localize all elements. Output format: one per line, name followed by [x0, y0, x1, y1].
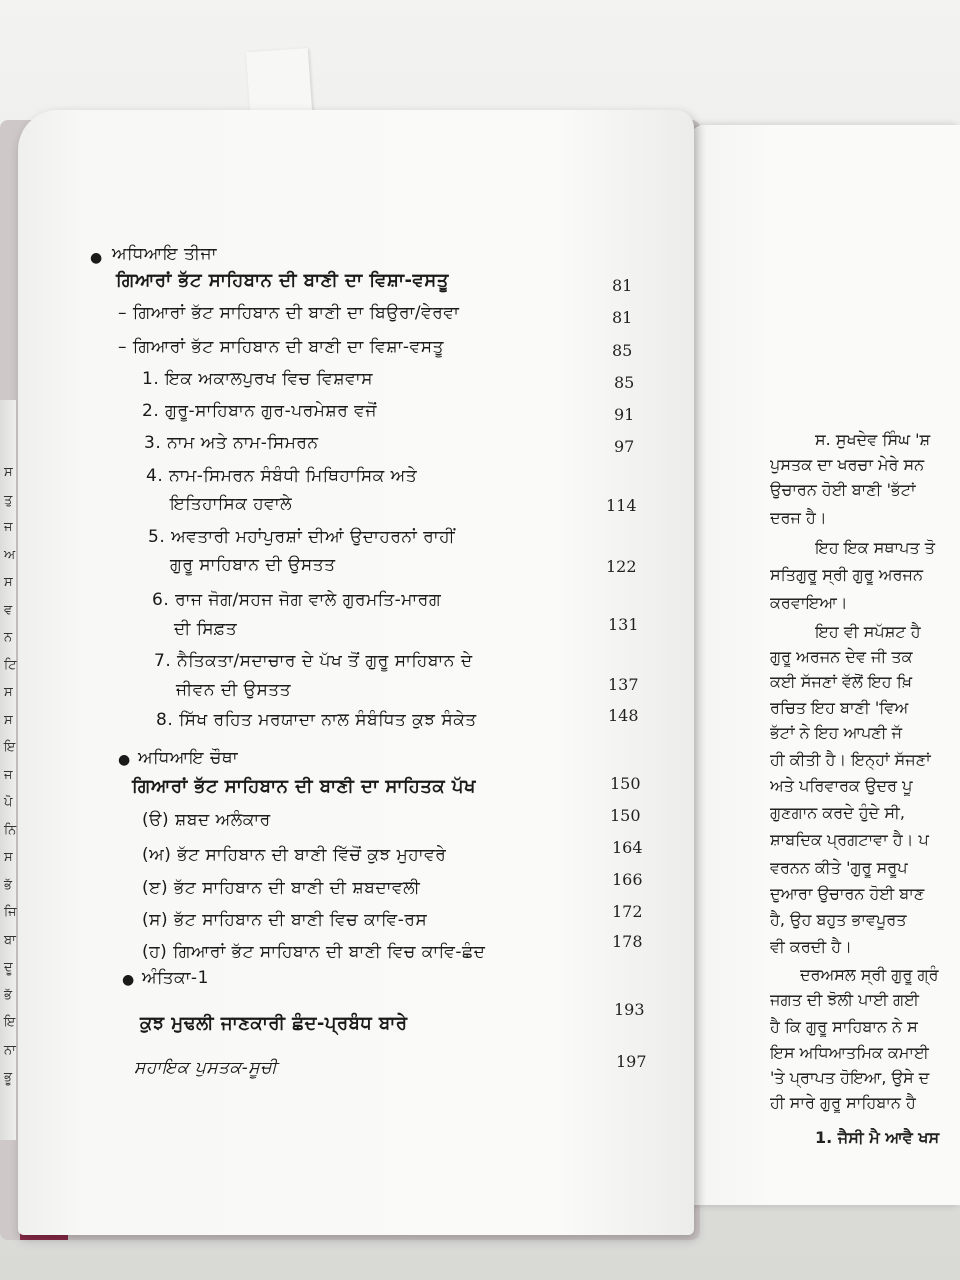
toc-item: 5. ਅਵਤਾਰੀ ਮਹਾਂਪੁਰਸ਼ਾਂ ਦੀਆਂ ਉਦਾਹਰਨਾਂ ਰਾਹੀਂ: [148, 527, 456, 547]
chapter-label: ਅਧਿਆਇ ਤੀਜਾ: [112, 244, 217, 264]
edge-letter: ਇ: [4, 740, 16, 755]
toc-item-continued: ਗੁਰੂ ਸਾਹਿਬਾਨ ਦੀ ਉਸਤਤ: [170, 555, 336, 575]
toc-item-continued: ਦੀ ਸਿਫ਼ਤ: [174, 619, 238, 639]
edge-letter: ਬਾ: [4, 932, 16, 948]
right-page-line: ਹੀ ਕੀਤੀ ਹੈ। ਇਨ੍ਹਾਂ ਸੱਜਣਾਂ: [770, 750, 931, 769]
right-page-line: ਦਰਅਸਲ ਸ੍ਰੀ ਗੁਰੂ ਗ੍ਰੰ: [800, 965, 939, 984]
toc-item: 1. ਇਕ ਅਕਾਲਪੁਰਖ ਵਿਚ ਵਿਸ਼ਵਾਸ: [142, 369, 373, 389]
edge-letter: ਪੋ: [4, 795, 13, 810]
edge-letter: ਸ: [4, 685, 13, 700]
toc-item: (ੲ) ਭੱਟ ਸਾਹਿਬਾਨ ਦੀ ਬਾਣੀ ਦੀ ਸ਼ਬਦਾਵਲੀ: [142, 878, 421, 898]
edge-letter: ਜ: [4, 767, 13, 783]
right-page-line: ਗੁਰੂ ਅਰਜਨ ਦੇਵ ਜੀ ਤਕ: [770, 647, 913, 666]
edge-letter: ਦੂ: [4, 960, 13, 975]
toc-item: (ੳ) ਸ਼ਬਦ ਅਲੰਕਾਰ: [142, 810, 271, 830]
toc-subsection: – ਗਿਆਰਾਂ ਭੱਟ ਸਾਹਿਬਾਨ ਦੀ ਬਾਣੀ ਦਾ ਬਿਉਰਾ/ਵੇਰਵਾ: [118, 303, 460, 323]
right-page-line: ਦਰਜ ਹੈ।: [770, 508, 827, 527]
right-page-line: ਗੁਣਗਾਨ ਕਰਦੇ ਹੁੰਦੇ ਸੀ,: [770, 803, 905, 822]
right-page-line: ਅਤੇ ਪਰਿਵਾਰਕ ਉਦਰ ਪੂ: [770, 776, 913, 795]
right-page-line: ਸਤਿਗੁਰੂ ਸ੍ਰੀ ਗੁਰੂ ਅਰਜਨ: [770, 565, 923, 584]
page-number: 131: [608, 615, 639, 634]
page-number: 193: [614, 1000, 645, 1019]
page-number: 137: [608, 675, 639, 694]
toc-item: 8. ਸਿੱਖ ਰਹਿਤ ਮਰਯਾਦਾ ਨਾਲ ਸੰਬੰਧਿਤ ਕੁਝ ਸੰਕੇਤ: [156, 710, 477, 730]
right-page-line: ਸ਼ਾਬਦਿਕ ਪ੍ਰਗਟਾਵਾ ਹੈ। ਪ: [770, 830, 929, 849]
edge-letter: ਨਿ: [4, 822, 17, 838]
page-number: 85: [614, 373, 635, 392]
page-number: 114: [606, 496, 637, 515]
edge-letter: ਵ: [4, 602, 13, 618]
edge-letter: ਇ: [4, 1015, 16, 1030]
edge-letter: ਭੱ: [4, 877, 12, 893]
right-page-line: ਸ. ਸੁਖਦੇਵ ਸਿੰਘ 'ਸ਼: [815, 430, 931, 449]
edge-letter: ਅ: [4, 547, 16, 563]
right-page-line: 'ਤੇ ਪ੍ਰਾਪਤ ਹੋਇਆ, ਉਸੇ ਦ: [770, 1068, 930, 1087]
toc-item: 2. ਗੁਰੂ-ਸਾਹਿਬਾਨ ਗੁਰ-ਪਰਮੇਸ਼ਰ ਵਜੋਂ: [142, 401, 377, 421]
bullet-icon: ●: [118, 752, 131, 768]
edge-letter: ਨ: [4, 630, 13, 645]
chapter-title: ਗਿਆਰਾਂ ਭੱਟ ਸਾਹਿਬਾਨ ਦੀ ਬਾਣੀ ਦਾ ਸਾਹਿਤਕ ਪੱਖ: [132, 776, 476, 797]
page-number: 164: [612, 838, 643, 857]
edge-letter: ਟਿ: [4, 657, 17, 673]
right-page-line: ਰਚਿਤ ਇਹ ਬਾਣੀ 'ਵਿਅ: [770, 698, 909, 717]
edge-letter: ਜ: [4, 520, 13, 535]
edge-letter: ਸ: [4, 465, 13, 480]
right-page-line: ਜਗਤ ਦੀ ਝੋਲੀ ਪਾਈ ਗਈ: [770, 990, 920, 1009]
toc-item: (ਹ) ਗਿਆਰਾਂ ਭੱਟ ਸਾਹਿਬਾਨ ਦੀ ਬਾਣੀ ਵਿਚ ਕਾਵਿ-ਛੰਦ: [142, 942, 486, 962]
edge-letter: ਸ: [4, 712, 13, 728]
edge-letter: ਸ: [4, 850, 13, 865]
right-page-line: 1. ਜੈਸੀ ਮੈ ਆਵੈ ਖਸ: [815, 1128, 940, 1147]
right-page-line: ਹੈ, ਉਹ ਬਹੁਤ ਭਾਵਪੂਰਤ: [770, 910, 907, 929]
right-page-line: ਇਹ ਇਕ ਸਥਾਪਤ ਤੋ: [815, 538, 935, 557]
toc-item: 7. ਨੈਤਿਕਤਾ/ਸਦਾਚਾਰ ਦੇ ਪੱਖ ਤੋਂ ਗੁਰੂ ਸਾਹਿਬਾਨ ਦੇ: [154, 651, 473, 671]
bibliography-entry: ਸਹਾਇਕ ਪੁਸਤਕ-ਸੂਚੀ: [134, 1058, 278, 1078]
right-page-line: ਵਰਨਨ ਕੀਤੇ 'ਗੁਰੂ ਸਰੂਪ: [770, 858, 908, 877]
right-page-line: ਉਚਾਰਨ ਹੋਈ ਬਾਣੀ 'ਭੱਟਾਂ: [770, 480, 916, 499]
page-number: 91: [614, 405, 635, 424]
page-number: 85: [612, 341, 633, 360]
toc-item-continued: ਜੀਵਨ ਦੀ ਉਸਤਤ: [176, 680, 292, 700]
edge-letter: ਜਿ: [4, 905, 17, 920]
bullet-icon: ●: [122, 972, 135, 988]
edge-letter: ਤੁ: [4, 492, 13, 508]
appendix-label: ਅੰਤਿਕਾ-1: [142, 968, 209, 988]
page-number: 178: [612, 932, 643, 951]
toc-item: 4. ਨਾਮ-ਸਿਮਰਨ ਸੰਬੰਧੀ ਮਿਥਿਹਾਸਿਕ ਅਤੇ: [146, 466, 418, 486]
right-page-line: ਹੀ ਸਾਰੇ ਗੁਰੂ ਸਾਹਿਬਾਨ ਹੈ: [770, 1093, 916, 1112]
right-page-line: ਪੁਸਤਕ ਦਾ ਖਰਚਾ ਮੇਰੇ ਸਨ: [770, 455, 925, 474]
right-page-line: ਇਹ ਵੀ ਸਪੱਸ਼ਟ ਹੈ: [815, 622, 921, 641]
toc-subsection: – ਗਿਆਰਾਂ ਭੱਟ ਸਾਹਿਬਾਨ ਦੀ ਬਾਣੀ ਦਾ ਵਿਸ਼ਾ-ਵਸਤੂ: [118, 337, 444, 357]
appendix-title: ਕੁਝ ਮੁਢਲੀ ਜਾਣਕਾਰੀ ਛੰਦ-ਪ੍ਰਬੰਧ ਬਾਰੇ: [140, 1013, 408, 1034]
page-number: 122: [606, 557, 637, 576]
page-number: 81: [612, 308, 633, 327]
chapter-label: ਅਧਿਆਇ ਚੌਥਾ: [138, 748, 239, 768]
toc-item-continued: ਇਤਿਹਾਸਿਕ ਹਵਾਲੇ: [170, 494, 293, 514]
toc-item: (ਸ) ਭੱਟ ਸਾਹਿਬਾਨ ਦੀ ਬਾਣੀ ਵਿਚ ਕਾਵਿ-ਰਸ: [142, 910, 428, 930]
right-page-line: ਹੈ ਕਿ ਗੁਰੂ ਸਾਹਿਬਾਨ ਨੇ ਸ: [770, 1017, 918, 1036]
right-page-line: ਕਈ ਸੱਜਣਾਂ ਵੱਲੋਂ ਇਹ ਖ਼ਿ: [770, 672, 913, 691]
toc-item: 6. ਰਾਜ ਜੋਗ/ਸਹਜ ਜੋਗ ਵਾਲੇ ਗੁਰਮਤਿ-ਮਾਰਗ: [152, 590, 442, 610]
right-page-line: ਕਰਵਾਇਆ।: [770, 593, 848, 612]
chapter-title: ਗਿਆਰਾਂ ਭੱਟ ਸਾਹਿਬਾਨ ਦੀ ਬਾਣੀ ਦਾ ਵਿਸ਼ਾ-ਵਸਤੂ: [116, 270, 449, 291]
page-number: 148: [608, 706, 639, 725]
toc-item: (ਅ) ਭੱਟ ਸਾਹਿਬਾਨ ਦੀ ਬਾਣੀ ਵਿੱਚੋਂ ਕੁਝ ਮੁਹਾਵਰੇ: [142, 845, 447, 865]
page-number: 81: [612, 276, 633, 295]
edge-letter: ਭੱ: [4, 987, 12, 1003]
page-number: 166: [612, 870, 643, 889]
page-number: 197: [616, 1052, 647, 1071]
page-number: 150: [610, 774, 641, 793]
bullet-icon: ●: [90, 250, 103, 266]
toc-item: 3. ਨਾਮ ਅਤੇ ਨਾਮ-ਸਿਮਰਨ: [144, 433, 319, 453]
page-number: 172: [612, 902, 643, 921]
page-number: 150: [610, 806, 641, 825]
right-page-line: ਦੁਆਰਾ ਉਚਾਰਨ ਹੋਈ ਬਾਣ: [770, 884, 925, 903]
right-page-line: ਭੱਟਾਂ ਨੇ ਇਹ ਆਪਣੀ ਜੱ: [770, 723, 903, 742]
edge-letter: ਸ: [4, 575, 13, 590]
right-page-line: ਵੀ ਕਰਦੀ ਹੈ।: [770, 937, 852, 956]
edge-letter: ਨਾ: [4, 1042, 16, 1058]
right-page-line: ਇਸ ਅਧਿਆਤਮਿਕ ਕਮਾਈ: [770, 1043, 929, 1062]
edge-letter: ਭੂ: [4, 1070, 12, 1085]
page-number: 97: [614, 437, 635, 456]
